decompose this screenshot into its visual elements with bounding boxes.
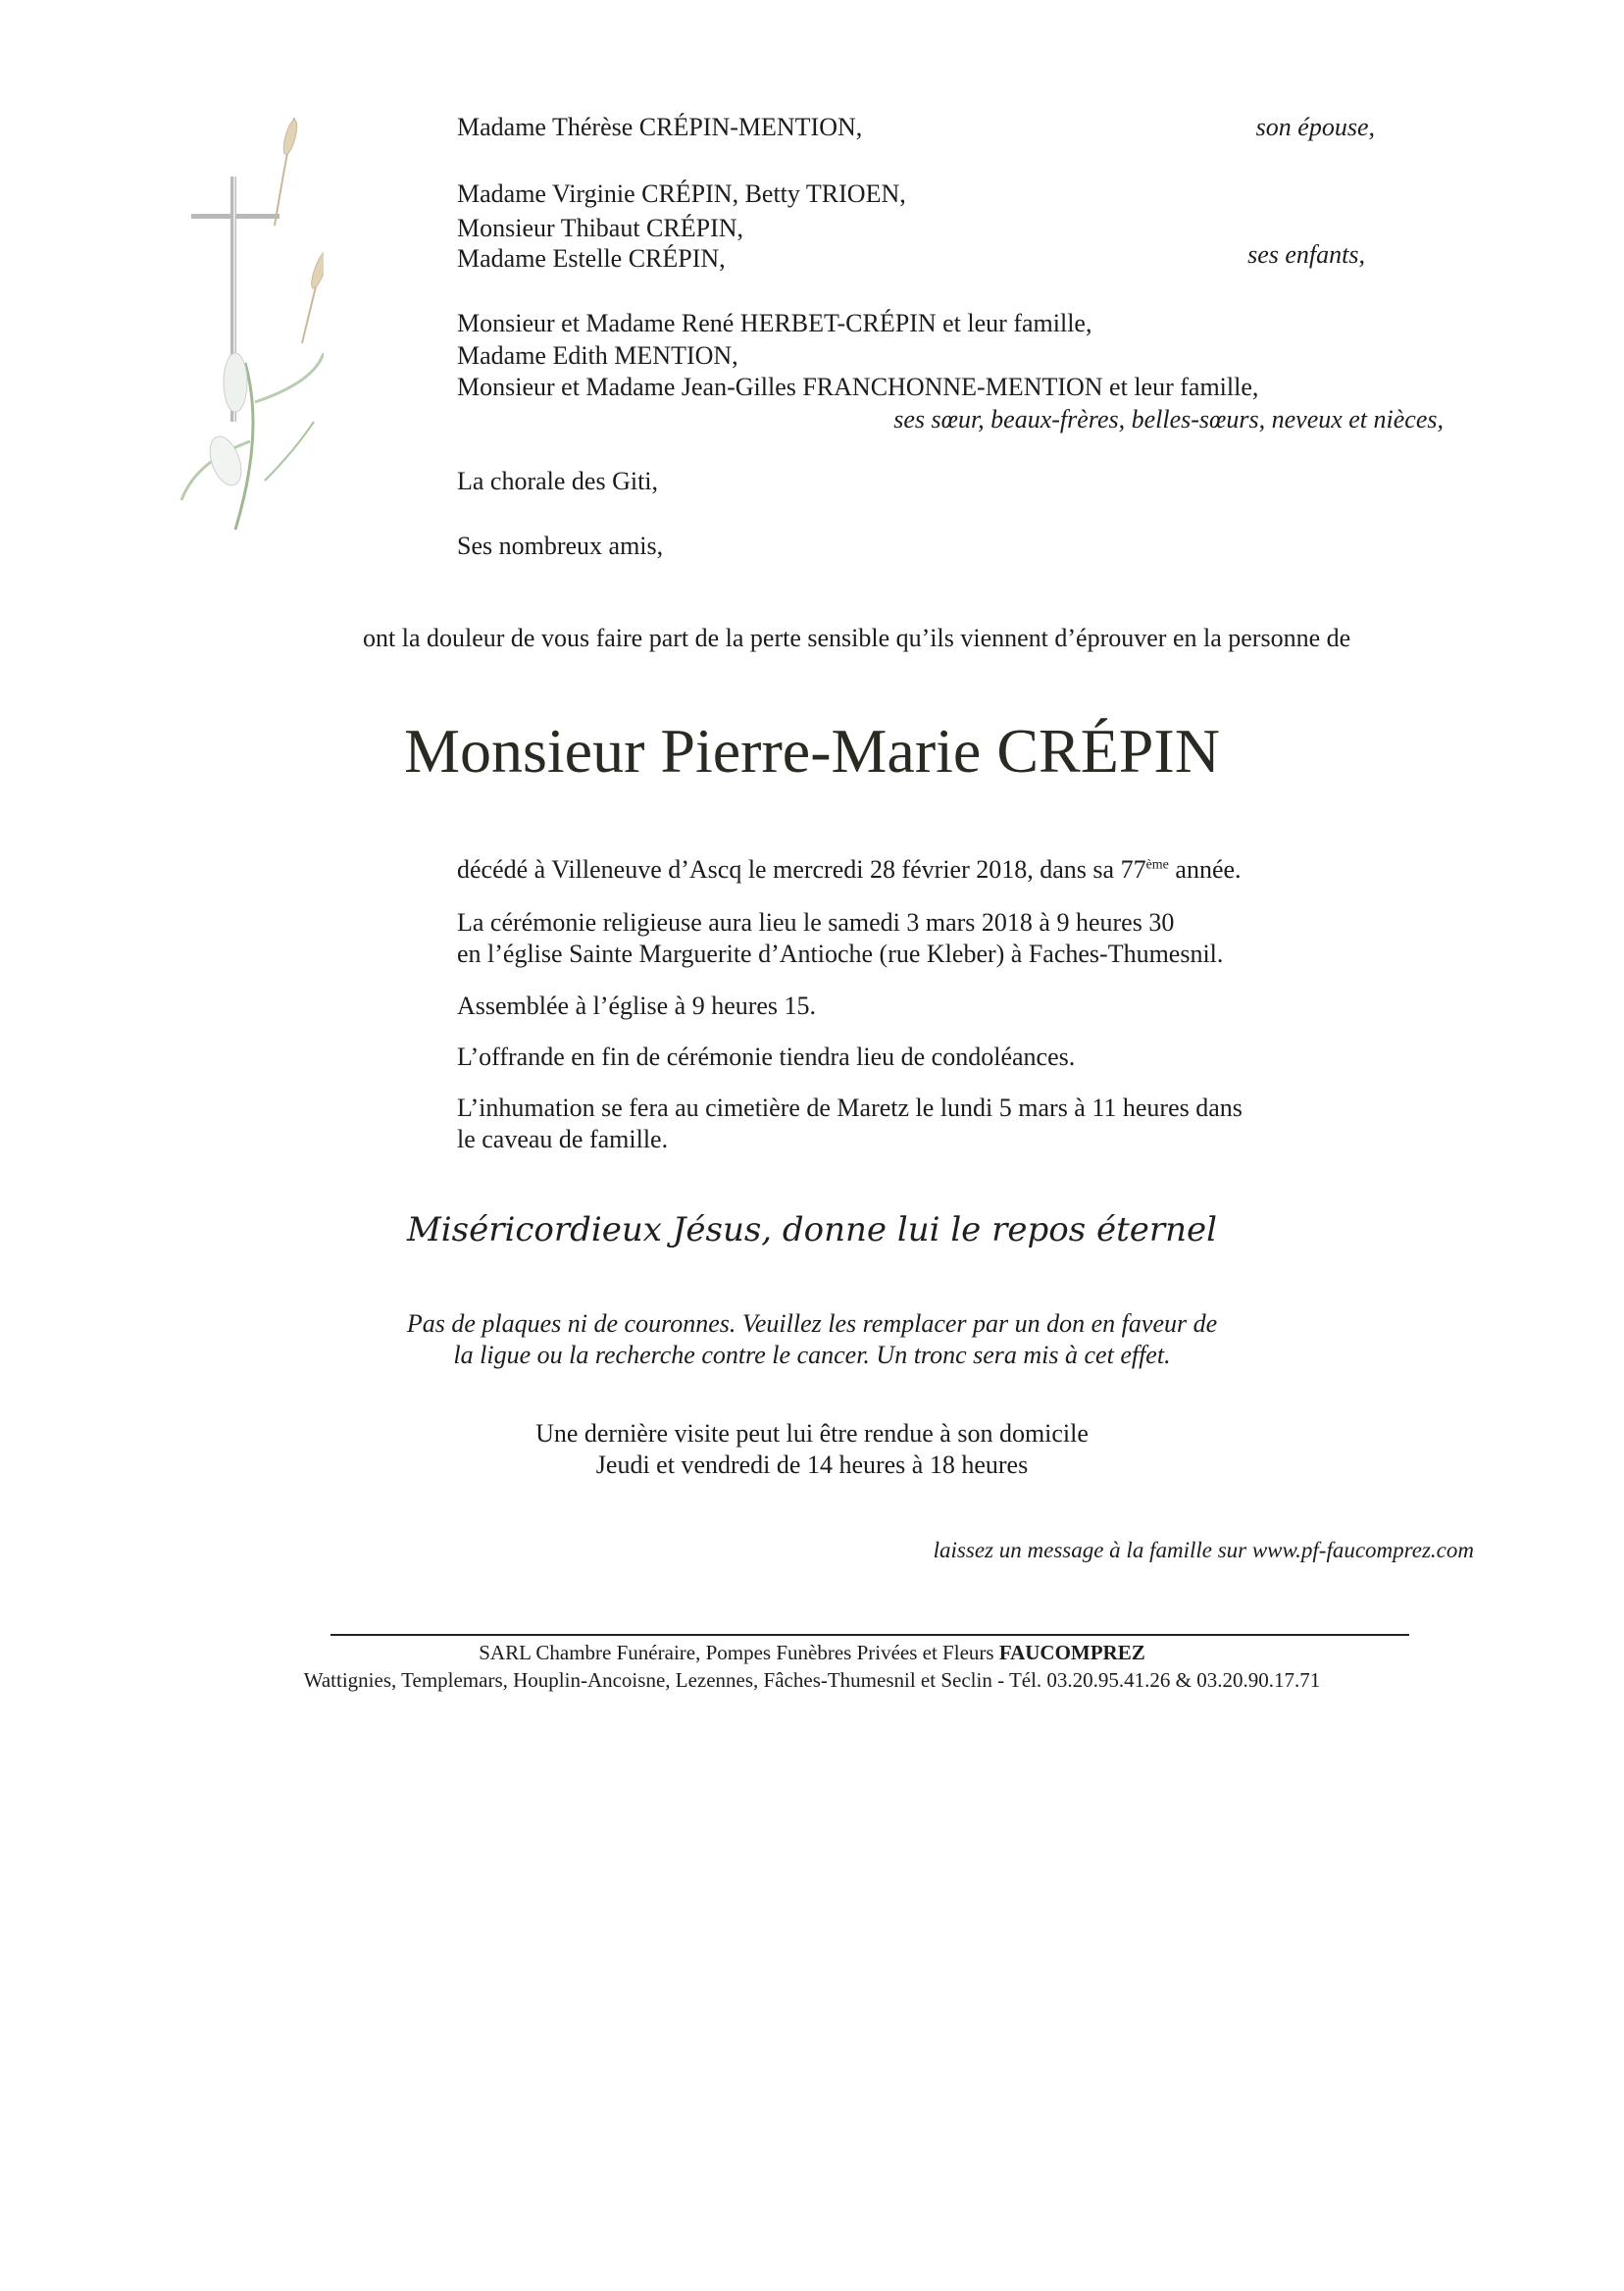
company-prefix: SARL Chambre Funéraire, Pompes Funèbres Privées et Fleurs — [479, 1641, 999, 1664]
deceased-name: Monsieur Pierre-Marie CRÉPIN — [404, 716, 1220, 786]
choir-line: La chorale des Giti, — [457, 467, 659, 495]
lily-icon — [181, 353, 324, 530]
children-label: ses enfants, — [1247, 240, 1365, 269]
burial-line-2: le caveau de famille. — [457, 1125, 669, 1153]
visit-line-2: Jeudi et vendredi de 14 heures à 18 heures — [595, 1451, 1029, 1479]
child-line-2: Monsieur Thibaut CRÉPIN, — [457, 214, 744, 242]
child-line-1: Madame Virginie CRÉPIN, Betty TRIOEN, — [457, 179, 906, 208]
sibling-line-3: Monsieur et Madame Jean-Gilles FRANCHONNE-MENTION et leur famille, — [457, 373, 1259, 401]
wheat-icon — [275, 118, 324, 343]
ceremony-line-2: en l’église Sainte Marguerite d’Antioche (rue Kleber) à Faches-Thumesnil. — [457, 940, 1224, 968]
company-name: FAUCOMPREZ — [998, 1641, 1145, 1664]
sibling-line-2: Madame Edith MENTION, — [457, 341, 738, 370]
death-text-end: année. — [1168, 855, 1242, 884]
visit-line-1: Une dernière visite peut lui être rendue à son domicile — [535, 1419, 1089, 1448]
death-line — [457, 855, 1242, 885]
ordinal-suffix: ème — [1145, 857, 1169, 873]
assembly-line: Assemblée à l’église à 9 heures 15. — [457, 992, 817, 1020]
cross-lily-illustration — [177, 108, 324, 559]
no-flowers-line-1: Pas de plaques ni de couronnes. Veuillez les remplacer par un don en faveur de — [406, 1309, 1218, 1338]
spouse-label: son épouse, — [1255, 113, 1375, 141]
footer-company — [0, 1640, 1624, 1665]
prayer-text: Miséricordieux Jésus, donne lui le repos éternel — [406, 1210, 1218, 1249]
burial-line-1: L’inhumation se fera au cimetière de Maretz le lundi 5 mars à 11 heures dans — [457, 1094, 1243, 1122]
death-text: décédé à Villeneuve d’Ascq le mercredi 28 février 2018, dans sa 77 — [457, 855, 1146, 884]
sibling-line-1: Monsieur et Madame René HERBET-CRÉPIN et leur famille, — [457, 309, 1092, 337]
announcement-text: ont la douleur de vous faire part de la perte sensible qu’ils viennent d’éprouver en la personne de — [363, 624, 1351, 652]
footer-locations: Wattignies, Templemars, Houplin-Ancoisne, Lezennes, Fâches-Thumesnil et Seclin - Tél. 03.20.95.41.26 & 03.20.90.17.71 — [303, 1668, 1321, 1692]
siblings-label: ses sœur, beaux-frères, belles-sœurs, neveux et nièces, — [893, 405, 1444, 433]
no-flowers-line-2: la ligue ou la recherche contre le cancer. Un tronc sera mis à cet effet. — [453, 1341, 1171, 1369]
footer-divider — [330, 1634, 1409, 1636]
message-link[interactable]: laissez un message à la famille sur www.pf-faucomprez.com — [933, 1538, 1474, 1562]
ceremony-line-1: La cérémonie religieuse aura lieu le samedi 3 mars 2018 à 9 heures 30 — [457, 908, 1175, 937]
child-line-3: Madame Estelle CRÉPIN, — [457, 244, 726, 273]
spouse-name: Madame Thérèse CRÉPIN-MENTION, — [457, 113, 863, 141]
friends-line: Ses nombreux amis, — [457, 532, 664, 560]
offering-line: L’offrande en fin de cérémonie tiendra lieu de condoléances. — [457, 1043, 1076, 1071]
